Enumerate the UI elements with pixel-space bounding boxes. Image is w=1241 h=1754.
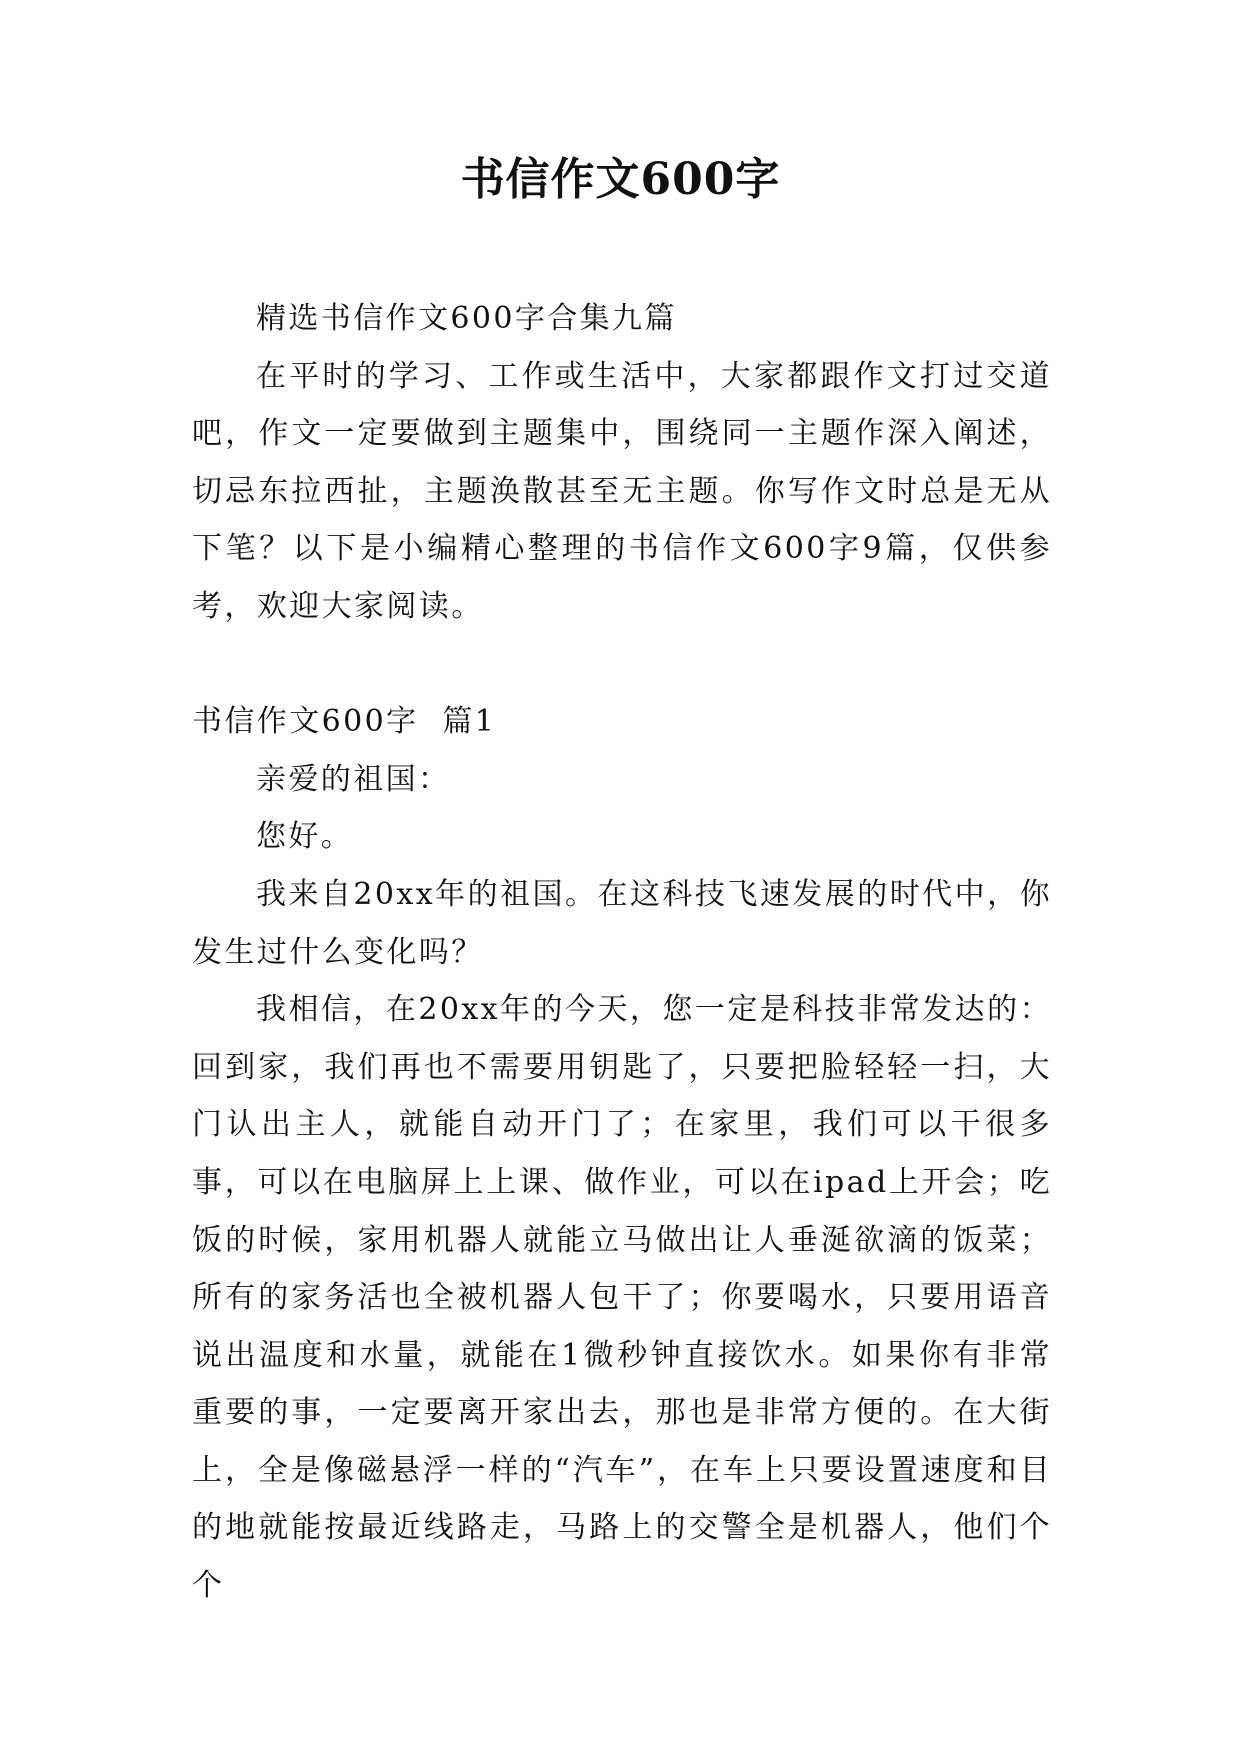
document-title: 书信作文600字 bbox=[460, 154, 781, 205]
letter-salutation: 亲爱的祖国： bbox=[256, 761, 451, 797]
section-spacer bbox=[192, 636, 1052, 694]
letter-paragraph-2: 我相信，在20xx年的今天，您一定是科技非常发达的：回到家，我们再也不需要用钥匙了，只要把脸轻轻一扫，大门认出主人，就能自动开门了；在家里，我们可以干很多事，可以在电脑屏上上课、做作业，可以在ipad上开会；吃饭的时候，家用机器人就能立马做出让人垂涎欲滴的饭菜；所有的家务活也全被机器人包干了；你要喝水，只要用语音说出温度和水量，就能在1微秒钟直接饮水。如果你有非常重要的事，一定要离开家出去，那也是非常方便的。在大街上，全是像磁悬浮一样的“汽车”，在车上只要设置速度和目的地就能按最近线路走，马路上的交警全是机器人，他们个个 bbox=[192, 992, 1052, 1604]
section-heading: 书信作文600字 篇1 bbox=[192, 704, 497, 740]
letter-paragraph-1: 我来自20xx年的祖国。在这科技飞速发展的时代中，你发生过什么变化吗？ bbox=[192, 876, 1052, 970]
intro-paragraph: 在平时的学习、工作或生活中，大家都跟作文打过交道吧，作文一定要做到主题集中，围绕同一主题作深入阐述，切忌东拉西扯，主题涣散甚至无主题。你写作文时总是无从下笔？以下是小编精心整理的书信作文600字9篇，仅供参考，欢迎大家阅读。 bbox=[192, 358, 1052, 624]
intro-subtitle: 精选书信作文600字合集九篇 bbox=[256, 301, 677, 336]
letter-greeting: 您好。 bbox=[256, 819, 354, 855]
document-body bbox=[192, 290, 1052, 1615]
